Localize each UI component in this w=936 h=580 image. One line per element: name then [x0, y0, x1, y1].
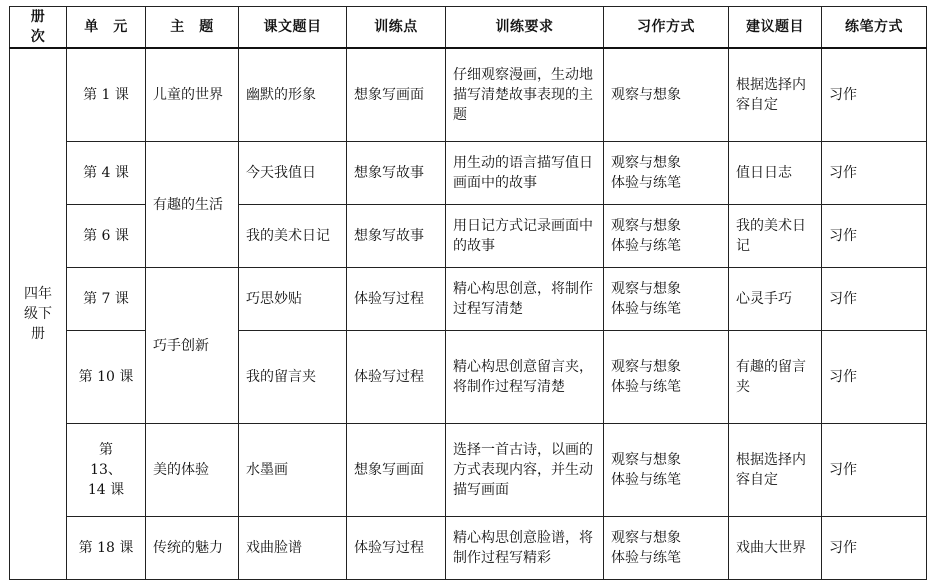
- header-theme: 主 题: [146, 7, 239, 49]
- lesson-title-cell: 我的留言夹: [239, 331, 347, 424]
- header-row: [10, 7, 927, 49]
- theme-cell: 巧手创新: [146, 268, 239, 424]
- curriculum-table: [9, 6, 927, 580]
- theme-cell: 传统的魅力: [146, 517, 239, 580]
- training-point-cell: 体验写过程: [347, 268, 446, 331]
- suggested-topic-cell: 心灵手巧: [729, 268, 822, 331]
- training-point-cell: 想象写故事: [347, 142, 446, 205]
- header-training-point: 训练点: [347, 7, 446, 49]
- method-cell: 观察与想象 体验与练笔: [604, 331, 729, 424]
- table-row: [10, 142, 927, 205]
- method-cell: 观察与想象: [604, 48, 729, 142]
- requirement-cell: 选择一首古诗，以画的方式表现内容，并生动描写画面: [446, 424, 604, 517]
- unit-cell: 第 10 课: [67, 331, 146, 424]
- suggested-topic-cell: 我的美术日记: [729, 205, 822, 268]
- lesson-title-cell: 幽默的形象: [239, 48, 347, 142]
- header-lesson-title: 课文题目: [239, 7, 347, 49]
- lesson-title-cell: 巧思妙贴: [239, 268, 347, 331]
- practice-cell: 习作: [822, 268, 927, 331]
- suggested-topic-cell: 有趣的留言夹: [729, 331, 822, 424]
- training-point-cell: 想象写画面: [347, 48, 446, 142]
- unit-label: 第 13、14 课: [87, 442, 125, 498]
- practice-cell: 习作: [822, 331, 927, 424]
- table-row: [10, 48, 927, 142]
- theme-cell: 美的体验: [146, 424, 239, 517]
- training-point-cell: 体验写过程: [347, 517, 446, 580]
- unit-cell: [67, 424, 146, 517]
- header-unit: 单 元: [67, 7, 146, 49]
- unit-cell: 第 7 课: [67, 268, 146, 331]
- theme-cell: 有趣的生活: [146, 142, 239, 268]
- lesson-title-cell: 今天我值日: [239, 142, 347, 205]
- suggested-topic-cell: 值日日志: [729, 142, 822, 205]
- header-practice-method: 练笔方式: [822, 7, 927, 49]
- practice-cell: 习作: [822, 205, 927, 268]
- header-writing-method: 习作方式: [604, 7, 729, 49]
- unit-cell: 第 4 课: [67, 142, 146, 205]
- requirement-cell: 精心构思创意留言夹，将制作过程写清楚: [446, 331, 604, 424]
- method-cell: 观察与想象 体验与练笔: [604, 424, 729, 517]
- requirement-cell: 精心构思创意，将制作过程写清楚: [446, 268, 604, 331]
- method-cell: 观察与想象 体验与练笔: [604, 517, 729, 580]
- volume-label: 四年级下册: [24, 286, 52, 342]
- training-point-cell: 想象写画面: [347, 424, 446, 517]
- practice-cell: 习作: [822, 424, 927, 517]
- suggested-topic-cell: 戏曲大世界: [729, 517, 822, 580]
- method-cell: 观察与想象 体验与练笔: [604, 205, 729, 268]
- requirement-cell: 仔细观察漫画，生动地描写清楚故事表现的主题: [446, 48, 604, 142]
- training-point-cell: 体验写过程: [347, 331, 446, 424]
- unit-cell: 第 1 课: [67, 48, 146, 142]
- header-training-requirement: 训练要求: [446, 7, 604, 49]
- method-cell: 观察与想象 体验与练笔: [604, 142, 729, 205]
- lesson-title-cell: 戏曲脸谱: [239, 517, 347, 580]
- requirement-cell: 精心构思创意脸谱，将制作过程写精彩: [446, 517, 604, 580]
- training-point-cell: 想象写故事: [347, 205, 446, 268]
- theme-cell: 儿童的世界: [146, 48, 239, 142]
- header-volume: 册 次: [10, 7, 67, 49]
- method-cell: 观察与想象 体验与练笔: [604, 268, 729, 331]
- suggested-topic-cell: 根据选择内容自定: [729, 48, 822, 142]
- requirement-cell: 用生动的语言描写值日画面中的故事: [446, 142, 604, 205]
- table-row: [10, 268, 927, 331]
- volume-cell: [10, 48, 67, 580]
- header-suggested-topic: 建议题目: [729, 7, 822, 49]
- practice-cell: 习作: [822, 48, 927, 142]
- table-row: [10, 424, 927, 517]
- practice-cell: 习作: [822, 142, 927, 205]
- unit-cell: 第 6 课: [67, 205, 146, 268]
- requirement-cell: 用日记方式记录画面中的故事: [446, 205, 604, 268]
- suggested-topic-cell: 根据选择内容自定: [729, 424, 822, 517]
- practice-cell: 习作: [822, 517, 927, 580]
- table-row: [10, 517, 927, 580]
- unit-cell: 第 18 课: [67, 517, 146, 580]
- lesson-title-cell: 水墨画: [239, 424, 347, 517]
- lesson-title-cell: 我的美术日记: [239, 205, 347, 268]
